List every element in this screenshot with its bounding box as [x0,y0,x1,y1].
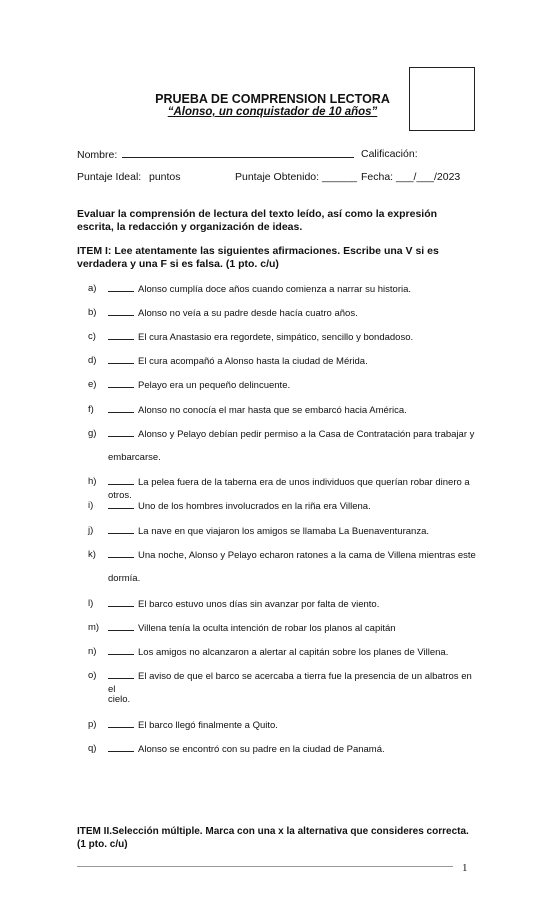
statement-text: La nave en que viajaron los amigos se llamaba La Buenaventuranza. [138,526,429,537]
puntos-label: puntos [149,171,181,183]
answer-blank[interactable] [108,330,134,340]
statement-letter: p) [88,719,97,730]
statement-text: El cura Anastasio era regordete, simpático, sencillo y bondadoso. [138,332,414,343]
answer-blank[interactable] [108,282,134,292]
statement-letter: i) [88,500,94,511]
statement-letter: c) [88,331,96,342]
statement-letter: b) [88,307,97,318]
statement-text: Alonso cumplía doce años cuando comienza a narrar su historia. [138,284,412,295]
answer-blank[interactable] [108,742,134,752]
nombre-blank[interactable] [122,148,354,158]
statement-letter: e) [88,379,97,390]
answer-blank[interactable] [108,597,134,607]
statement-text: Alonso no veía a su padre desde hacía cuatro años. [138,308,358,319]
footer-divider [77,866,453,867]
statement-letter: j) [88,525,94,536]
statement-text: Alonso no conocía el mar hasta que se embarcó hacia América. [138,405,407,416]
statement-text: Una noche, Alonso y Pelayo echaron ratones a la cama de Villena mientras este [138,550,476,561]
nombre-label: Nombre: [77,149,118,161]
statement-text: El barco llegó finalmente a Quito. [138,720,278,731]
page-subtitle: “Alonso, un conquistador de 10 años” [167,106,378,118]
statement-letter: f) [88,404,94,415]
statement-letter: a) [88,283,97,294]
puntaje-obtenido-label: Puntaje Obtenido: ______ [235,171,358,183]
answer-blank[interactable] [108,621,134,631]
item1-heading: ITEM I: Lee atentamente las siguientes afirmaciones. Escribe una V si es verdadera y una F si es falsa. (1 pto. c/u) [77,245,439,270]
statement-text: El aviso de que el barco se acercaba a tierra fue la presencia de un albatros en el [108,671,472,695]
page-number: 1 [462,862,468,874]
statement-letter: q) [88,743,97,754]
statement-text: El barco estuvo unos días sin avanzar por falta de viento. [138,599,380,610]
item2-heading: ITEM II.Selección múltiple. Marca con una x la alternativa que consideres correcta. (1 pto. c/u) [77,826,469,850]
answer-blank[interactable] [108,669,134,679]
answer-blank[interactable] [108,718,134,728]
statement-letter: d) [88,355,97,366]
nombre-field [77,148,354,162]
statement-letter: m) [88,622,100,633]
statement-letter: l) [88,598,94,609]
answer-blank[interactable] [108,499,134,509]
statement-letter: n) [88,646,97,657]
answer-blank[interactable] [108,524,134,534]
fecha-label: Fecha: ___/___/2023 [361,171,461,183]
statement-text: La pelea fuera de la taberna era de unos individuos que querían robar dinero a otros. [108,477,470,501]
answer-blank[interactable] [108,354,134,364]
statement-continuation: cielo. [108,694,131,705]
statement-text: Alonso se encontró con su padre en la ciudad de Panamá. [138,744,385,755]
statement-letter: k) [88,549,96,560]
calificacion-label: Calificación: [361,148,418,160]
statement-text: El cura acompañó a Alonso hasta la ciudad de Mérida. [138,356,368,367]
answer-blank[interactable] [108,645,134,655]
statement-letter: o) [88,670,97,681]
statement-text: Uno de los hombres involucrados en la riña era Villena. [138,501,371,512]
statement-letter: g) [88,428,97,439]
statement-continuation: embarcarse. [108,452,161,463]
statement-text: Pelayo era un pequeño delincuente. [138,380,291,391]
answer-blank[interactable] [108,306,134,316]
page-title: PRUEBA DE COMPRENSION LECTORA [155,92,390,106]
statement-continuation: dormía. [108,573,141,584]
answer-blank[interactable] [108,427,134,437]
statement-text: Los amigos no alcanzaron a alertar al capitán sobre los planes de Villena. [138,647,449,658]
statement-letter: h) [88,476,97,487]
statement-text: Villena tenía la oculta intención de robar los planos al capitán [138,623,396,634]
objective-text: Evaluar la comprensión de lectura del texto leído, así como la expresión escrita, la redacción y organización de ideas. [77,208,438,233]
answer-blank[interactable] [108,475,134,485]
statement-text: Alonso y Pelayo debían pedir permiso a la Casa de Contratación para trabajar y [138,429,475,440]
answer-blank[interactable] [108,548,134,558]
answer-blank[interactable] [108,378,134,388]
answer-blank[interactable] [108,403,134,413]
puntaje-ideal-label: Puntaje Ideal: [77,171,142,183]
